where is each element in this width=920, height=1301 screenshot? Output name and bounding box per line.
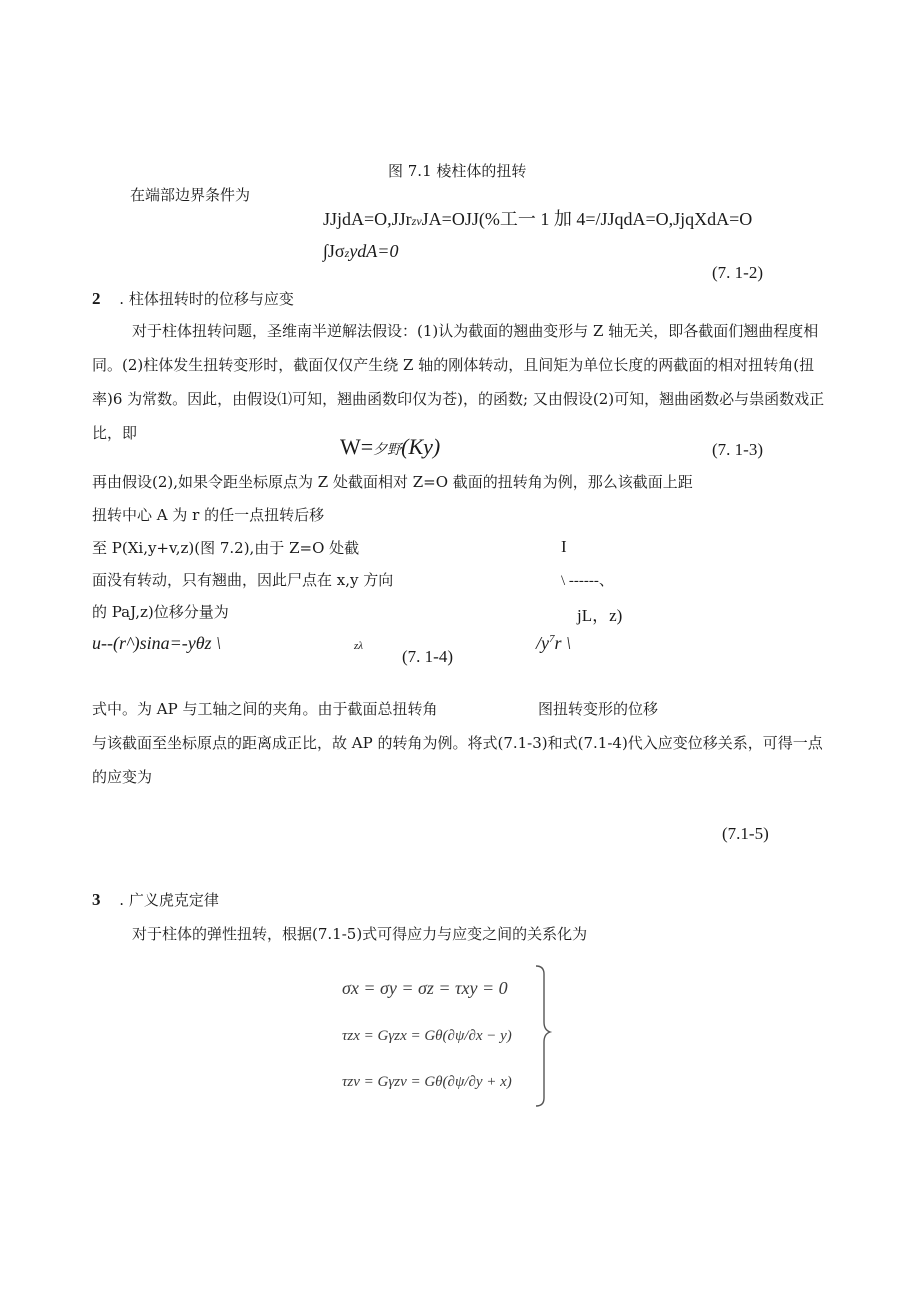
figure-fragment-3: jL，z) xyxy=(577,606,623,625)
paragraph-hooke-intro: 对于柱体的弹性扭转，根据(7.1-5)式可得应力与应变之间的关系化为 xyxy=(132,925,588,943)
boundary-intro: 在端部边界条件为 xyxy=(130,186,251,204)
stress-equation-3: τzv = Gγzv = Gθ(∂ψ/∂y + x) xyxy=(342,1074,512,1090)
figure-caption: 图 7.1 棱柱体的扭转 xyxy=(388,162,527,180)
paragraph-2-line-2: 扭转中心 A 为 r 的任一点扭转后移 xyxy=(92,506,325,524)
paragraph-2-line-1: 再由假设(2),如果令距坐标原点为 Z 处截面相对 Z=O 截面的扭转角为例，那么该截面上距 xyxy=(92,473,693,491)
figure-fragment-4 xyxy=(536,633,571,654)
figure-fragment-2: \ ------、 xyxy=(561,573,614,589)
figure-fragment-4-a: /y xyxy=(536,633,549,653)
equation-number-7-1-2: (7. 1-2) xyxy=(712,263,763,282)
boundary-equation-1 xyxy=(323,205,752,231)
boundary-eq-2-b: ydA=0 xyxy=(349,241,399,261)
boundary-eq-2-a: ∫Jσ xyxy=(323,241,345,261)
stress-equation-system xyxy=(336,960,558,1110)
section-3-number: 3 xyxy=(92,890,101,909)
stress-equation-2: τzx = Gγzx = Gθ(∂ψ/∂x − y) xyxy=(342,1028,512,1044)
figure-fragment-1: I xyxy=(561,537,567,556)
eq-713-main: W= xyxy=(340,434,374,459)
figure-fragment-4-b: r \ xyxy=(554,633,572,653)
eq-713-tail: (Ky) xyxy=(401,434,441,459)
stress-equations-svg xyxy=(336,960,558,1110)
equation-7-1-4: u--(r^)sina=-yθz \ xyxy=(92,633,222,653)
boundary-eq-1-a: JJjdA=O,JJr xyxy=(323,209,412,229)
boundary-eq-1-sub: zv xyxy=(411,214,422,228)
equation-7-1-3 xyxy=(340,434,440,460)
paragraph-assumptions: 对于柱体扭转问题，圣维南半逆解法假设：(1)认为截面的翘曲变形与 Z 轴无关，即各截面们翘曲程度相同。(2)柱体发生扭转变形时，截面仅仅产生绕 Z 轴的刚体转动，且间矩为单位长度的两截面的相对扭转角(扭率)6 为常数。因此，由假设⑴可知，翘曲函数印仅为苍)，的函数; 又由假设(2)可知，翘曲函数必与祟函数戏正比，即 xyxy=(92,322,825,442)
section-3-title: . 广义虎克定律 xyxy=(119,891,219,909)
boundary-eq-1-b: JA=OJJ(%工一 1 加 4=/JJqdA=O,JjqXdA=O xyxy=(421,209,753,229)
figure-7-2-caption: 图扭转变形的位移 xyxy=(538,700,659,718)
equation-number-7-1-3: (7. 1-3) xyxy=(712,440,763,459)
equation-number-7-1-5: (7.1-5) xyxy=(722,824,769,843)
boundary-eq-2-sub: z xyxy=(344,246,350,260)
equation-number-7-1-4: (7. 1-4) xyxy=(402,647,453,666)
boundary-equation-2 xyxy=(323,241,398,262)
equation-7-1-4-fragment: zλ xyxy=(354,640,364,652)
paragraph-2-line-5: 的 PaJ,z)位移分量为 xyxy=(92,603,229,621)
stress-equation-1: σx = σy = σz = τxy = 0 xyxy=(342,978,508,998)
section-2-number: 2 xyxy=(92,289,101,308)
paragraph-3-line-1: 式中。为 AP 与工轴之间的夹角。由于截面总扭转角 xyxy=(92,700,438,718)
paragraph-2-line-4: 面没有转动，只有翘曲，因此尸点在 x,y 方向 xyxy=(92,571,394,589)
section-3-heading xyxy=(92,889,219,910)
eq-713-small: 夕野 xyxy=(373,443,402,458)
section-2-heading xyxy=(92,288,294,309)
paragraph-2-line-3: 至 P(Xi,y+v,z)(图 7.2),由于 Z=O 处截 xyxy=(92,539,360,557)
section-2-title: . 柱体扭转时的位移与应变 xyxy=(119,290,294,308)
right-brace xyxy=(536,966,550,1106)
figure-fragment-4-sup: 7 xyxy=(549,633,555,645)
paragraph-3-line-2: 与该截面至坐标原点的距离成正比，故 AP 的转角为例。将式(7.1-3)和式(7.1-4)代入应变位移关系，可得一点的应变为 xyxy=(92,734,823,786)
